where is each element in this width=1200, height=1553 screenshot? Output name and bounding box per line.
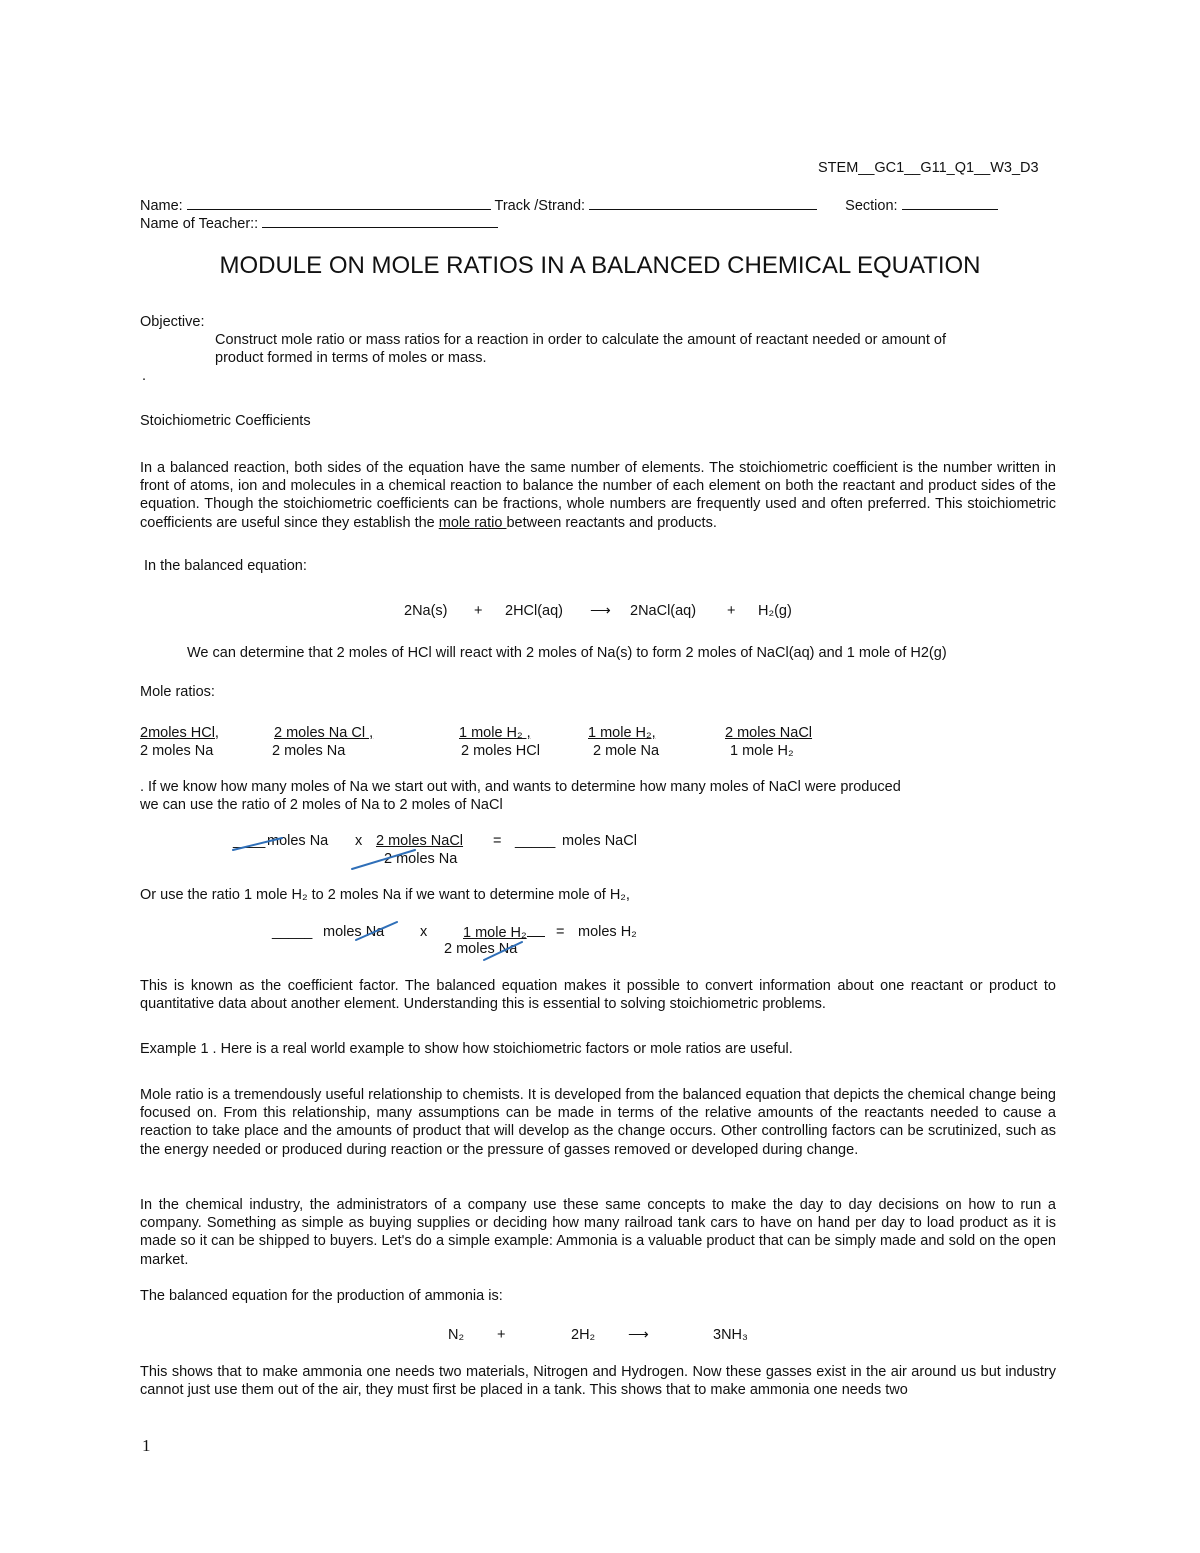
times-sign: x xyxy=(420,924,428,940)
equation-term: H₂(g) xyxy=(758,603,792,619)
ratio-denominator: 2 moles Na xyxy=(272,743,346,759)
section-heading-stoichiometric: Stoichiometric Coefficients xyxy=(140,413,311,429)
plus-sign: + xyxy=(497,1327,506,1343)
example-heading: Example 1 . Here is a real world example to show how stoichiometric factors or mole ratios are useful. xyxy=(140,1041,793,1057)
paragraph-text: In a balanced reaction, both sides of the equation have the same number of elements. The stoichiometric coefficient is the number written in front of atoms, ion and molecules in a chemical reaction to balance the number of each element on both the reactant and product sides of the equation. Though the stoichiometric coefficients can be fractions, whole numbers are frequently used and often preferred. This stoichiometric coefficients are useful since they establish the xyxy=(140,460,1056,531)
calc-numerator-text: 1 mole H₂ xyxy=(463,925,527,941)
page-number: 1 xyxy=(142,1436,151,1455)
industry-paragraph: In the chemical industry, the administrators of a company use these same concepts to make the day to day decisions on how to run a company. Something as simple as buying supplies or deciding how many railroad tank cars to have on hand per day to load product as it is made so it can be shipped to buyers. Let's do a simple example: Ammonia is a valuable product that can be simply made and sold on the open market. xyxy=(140,1197,1056,1268)
page-title: MODULE ON MOLE RATIOS IN A BALANCED CHEMICAL EQUATION xyxy=(219,252,981,279)
reaction-arrow: ⟶ xyxy=(590,603,611,619)
mole-ratio-paragraph: Mole ratio is a tremendously useful relationship to chemists. It is developed from the balanced equation that depicts the chemical change being focused on. From this relationship, many assumptions can be made in terms of the relative amounts of the reactants needed to cause a reaction to take place and the amounts of product that will develop as the change occurs. Other controlling factors can be scrutinized, such as the energy needed or produced during reaction or the pressure of gasses removed or developed during change. xyxy=(140,1087,1056,1158)
cancel-stroke xyxy=(356,922,397,940)
plus-sign: + xyxy=(474,603,483,619)
objective-text-2: product formed in terms of moles or mass. xyxy=(215,350,487,366)
ratio-denominator: 2 moles HCl xyxy=(461,743,540,759)
track-label: Track /Strand: xyxy=(494,198,586,214)
ratio-h2-text: Or use the ratio 1 mole H₂ to 2 moles Na if we want to determine mole of H₂, xyxy=(140,887,630,903)
ratio-numerator: 1 mole H₂ , xyxy=(459,725,531,741)
equation-intro: In the balanced equation: xyxy=(144,558,307,574)
ammonia-paragraph: This shows that to make ammonia one needs two materials, Nitrogen and Hydrogen. Now these gasses exist in the air around us but industry cannot just use them out of the air, they must first be placed in a tank. This shows that to make ammonia one needs two xyxy=(140,1364,1056,1399)
ratio-denominator: 2 mole Na xyxy=(593,743,660,759)
ratio-numerator: 1 mole H₂, xyxy=(588,725,656,741)
equation-term: 3NH₃ xyxy=(713,1327,748,1343)
teacher-label: Name of Teacher:: xyxy=(140,216,259,232)
name-label: Name: xyxy=(140,198,183,214)
answer-blank[interactable]: ____ xyxy=(233,833,266,849)
mole-ratios-label: Mole ratios: xyxy=(140,684,215,700)
equals-sign: = xyxy=(556,924,565,940)
ratio-numerator: 2 moles Na Cl , xyxy=(274,725,374,741)
paragraph-text-end: between reactants and products. xyxy=(506,514,717,531)
ammonia-intro: The balanced equation for the production of ammonia is: xyxy=(140,1288,503,1304)
calc-unit: moles Na xyxy=(267,833,329,849)
document-code: STEM__GC1__G11_Q1__W3_D3 xyxy=(818,160,1039,176)
answer-blank[interactable]: _____ xyxy=(515,833,556,849)
calc-denominator: 2 moles Na xyxy=(444,941,518,957)
calc-denominator: 2 moles Na xyxy=(384,851,458,867)
objective-label: Objective: xyxy=(140,314,205,330)
equals-sign: = xyxy=(493,833,502,849)
cancel-stroke xyxy=(233,838,282,850)
plus-sign: + xyxy=(727,603,736,619)
equation-term: 2Na(s) xyxy=(404,603,448,619)
coefficient-factor-paragraph: This is known as the coefficient factor. The balanced equation makes it possible to convert information about one reactant or product to quantitative data about another element. Understanding this is essential to solving stoichiometric problems. xyxy=(140,978,1056,1013)
calc-result-unit: moles H₂ xyxy=(578,924,637,940)
equation-explanation: We can determine that 2 moles of HCl will react with 2 moles of Na(s) to form 2 moles of NaCl(aq) and 1 mole of H2(g) xyxy=(187,645,947,661)
equation-term: 2H₂ xyxy=(571,1327,596,1343)
equation-term: 2NaCl(aq) xyxy=(630,603,697,619)
cancel-stroke xyxy=(484,942,522,960)
equation-term: N₂ xyxy=(448,1327,465,1343)
ratio-numerator: 2moles HCl, xyxy=(140,725,219,741)
equation-term: 2HCl(aq) xyxy=(505,603,564,619)
times-sign: x xyxy=(355,833,363,849)
ratio-denominator: 2 moles Na xyxy=(140,743,214,759)
calc-numerator: 2 moles NaCl xyxy=(376,833,464,849)
objective-dot: . xyxy=(142,368,147,384)
ratio-numerator: 2 moles NaCl xyxy=(725,725,813,741)
objective-text-1: Construct mole ratio or mass ratios for a reaction in order to calculate the amount of reactant needed or amount of xyxy=(215,332,947,348)
answer-blank[interactable]: _____ xyxy=(272,924,313,940)
cancel-stroke xyxy=(352,850,415,869)
calc-unit: moles Na xyxy=(323,924,385,940)
mole-ratio-term: mole ratio xyxy=(438,514,507,531)
explanation-line-1: . If we know how many moles of Na we start out with, and wants to determine how many moles of NaCl were produced xyxy=(140,779,901,795)
section-label: Section: xyxy=(845,198,898,214)
ratio-denominator: 1 mole H₂ xyxy=(730,743,794,759)
calc-result-unit: moles NaCl xyxy=(562,833,637,849)
explanation-line-2: we can use the ratio of 2 moles of Na to 2 moles of NaCl xyxy=(140,797,503,813)
reaction-arrow: ⟶ xyxy=(628,1327,649,1343)
